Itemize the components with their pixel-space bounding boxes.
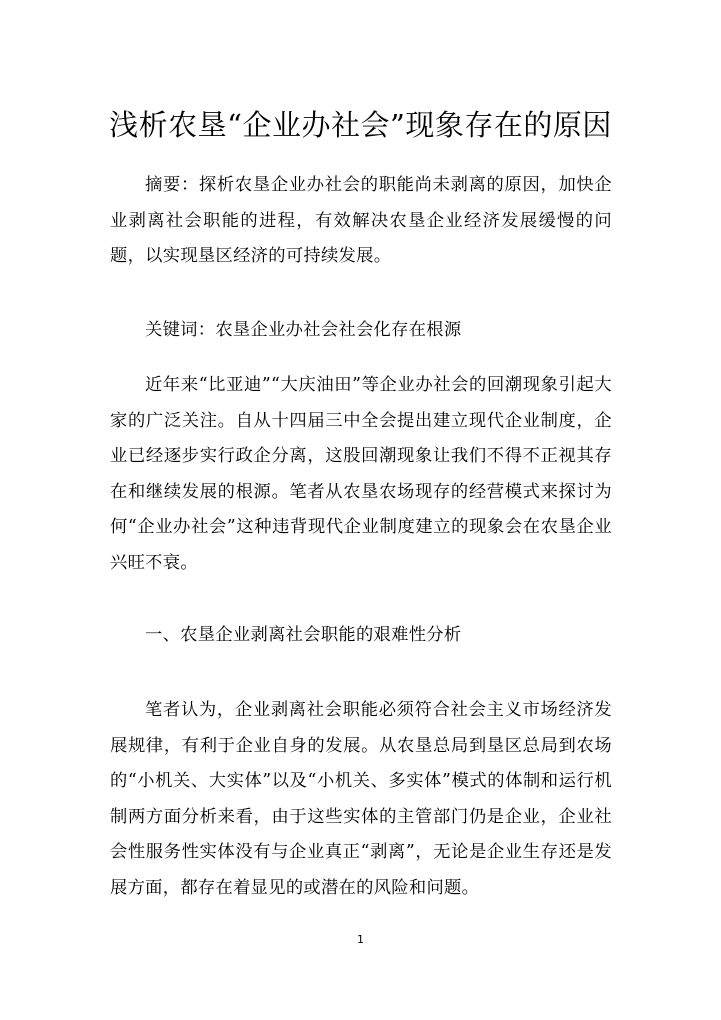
- keywords-paragraph: 关键词：农垦企业办社会社会化存在根源: [145, 320, 462, 340]
- body-paragraph: 笔者认为，企业剥离社会职能必须符合社会主义市场经济发展规律，有利于企业自身的发展。从农垦总局到垦区总局到农场的“小机关、大实体”以及“小机关、多实体”模式的体制和运行机制两方面分析来看，由于这些实体的主管部门仍是企业，企业社会性服务性实体没有与企业真正“剥离”，无论是企业生存还是发展方面，都存在着显见的或潜在的风险和问题。: [110, 700, 612, 898]
- document-title: 浅析农垦“企业办社会”现象存在的原因: [109, 108, 612, 143]
- page-number: 1: [357, 933, 364, 946]
- abstract-paragraph: 摘要：探析农垦企业办社会的职能尚未剥离的原因，加快企业剥离社会职能的进程，有效解决农垦企业经济发展缓慢的问题，以实现垦区经济的可持续发展。: [110, 175, 612, 266]
- intro-paragraph: 近年来“比亚迪”“大庆油田”等企业办社会的回潮现象引起大家的广泛关注。自从十四届三中全会提出建立现代企业制度，企业已经逐步实行政企分离，这股回潮现象让我们不得不正视其存在和继续发展的根源。笔者从农垦农场现存的经营模式来探讨为何“企业办社会”这种违背现代企业制度建立的现象会在农垦企业兴旺不衰。: [110, 375, 612, 573]
- section-heading: 一、农垦企业剥离社会职能的艰难性分析: [145, 625, 462, 645]
